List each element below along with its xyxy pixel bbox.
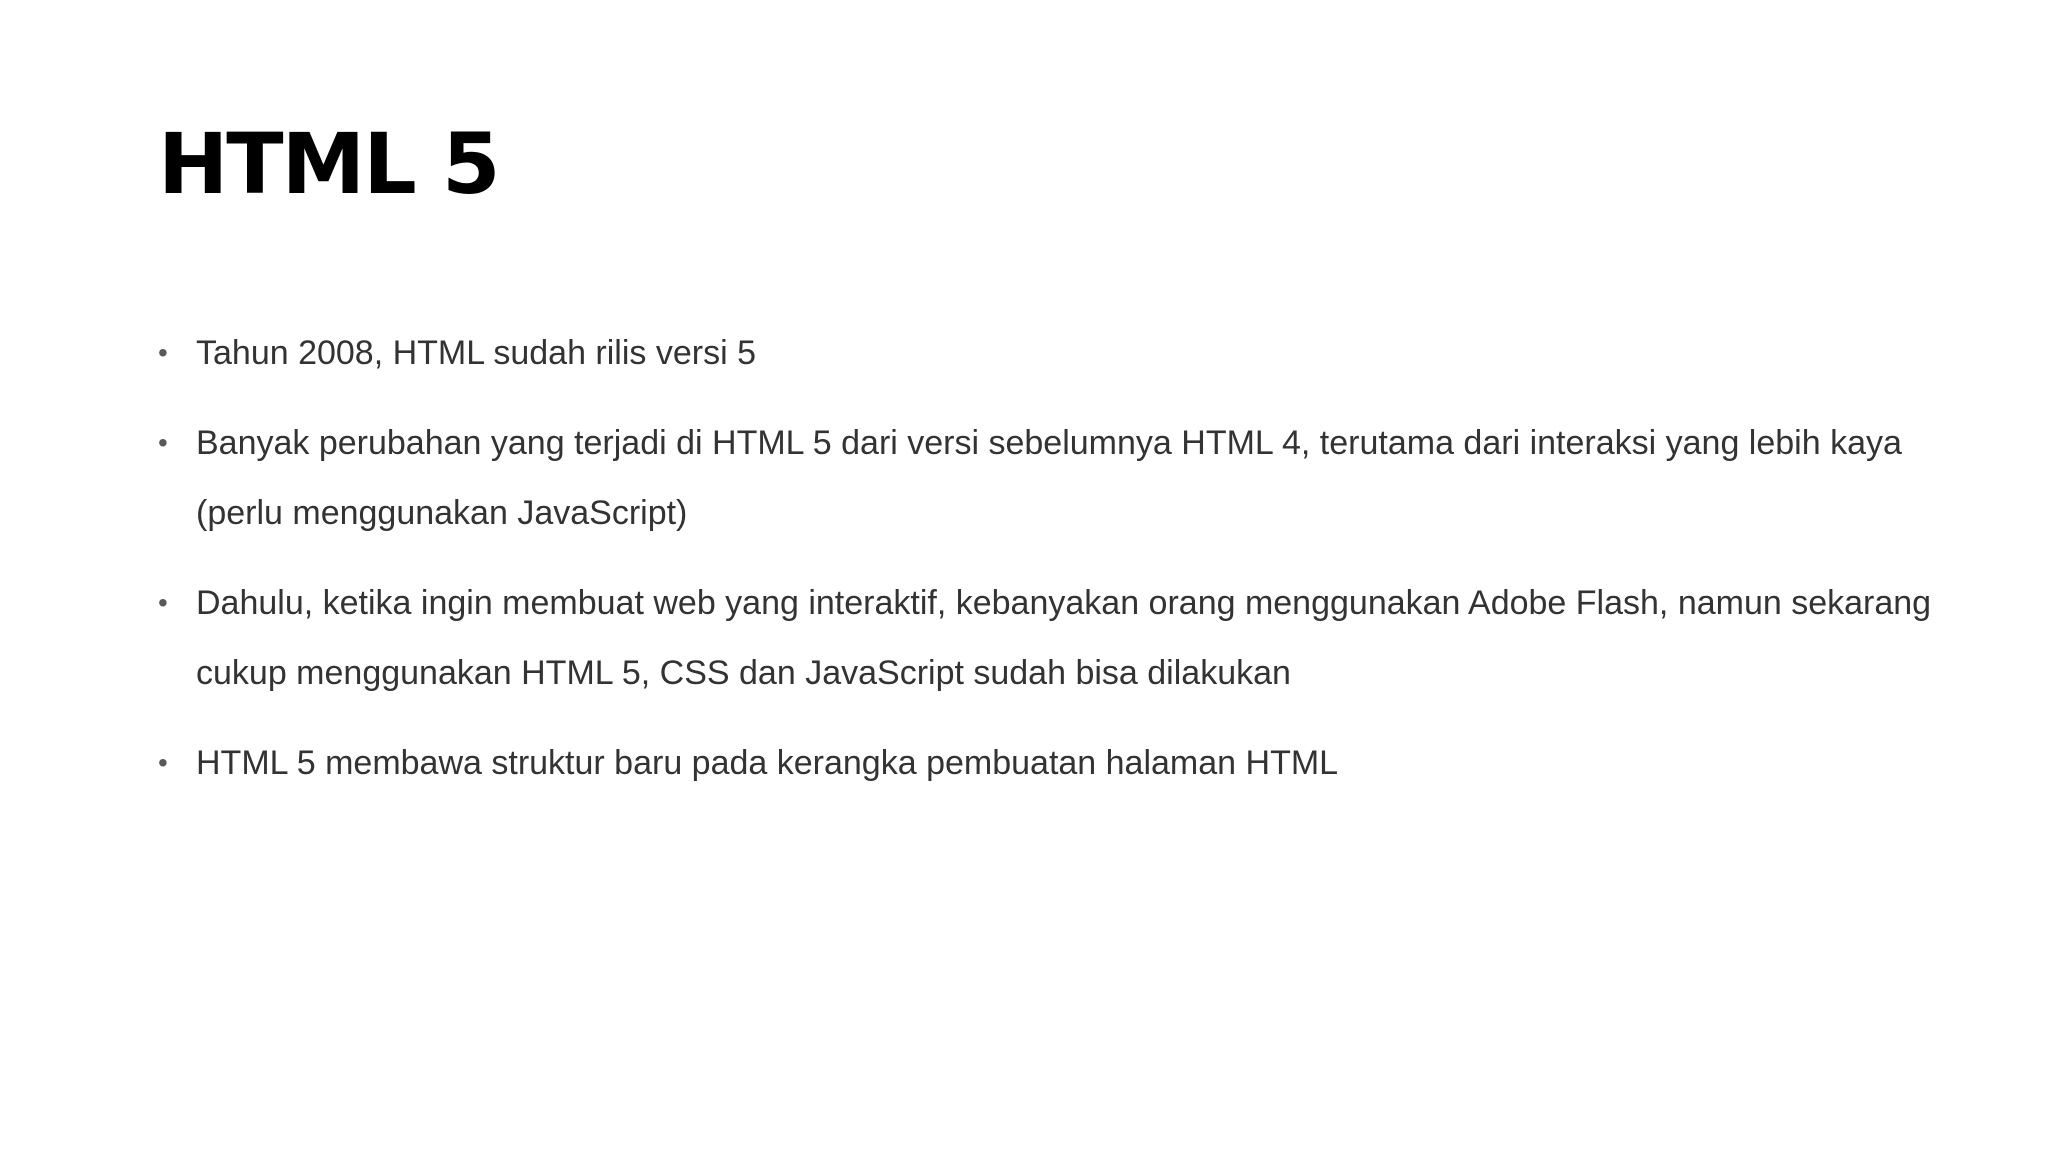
bullet-list <box>158 318 1938 818</box>
bullet-item <box>158 318 1938 388</box>
bullet-dot-icon: • <box>158 337 168 368</box>
bullet-text: Dahulu, ketika ingin membuat web yang interaktif, kebanyakan orang menggunakan Adobe Flash, namun sekarang cukup menggunakan HTML 5, CSS dan JavaScript sudah bisa dilakukan <box>196 584 1932 692</box>
bullet-item <box>158 568 1938 708</box>
bullet-text: Tahun 2008, HTML sudah rilis versi 5 <box>196 334 757 372</box>
bullet-text: Banyak perubahan yang terjadi di HTML 5 dari versi sebelumnya HTML 4, terutama dari interaksi yang lebih kaya (perlu menggunakan JavaScript) <box>196 424 1902 532</box>
bullet-dot-icon: • <box>158 747 168 778</box>
bullet-dot-icon: • <box>158 427 168 458</box>
bullet-text: HTML 5 membawa struktur baru pada kerangka pembuatan halaman HTML <box>196 744 1339 782</box>
bullet-item <box>158 728 1938 798</box>
bullet-item <box>158 408 1938 548</box>
bullet-dot-icon: • <box>158 587 168 618</box>
slide-title: HTML 5 <box>158 115 499 213</box>
